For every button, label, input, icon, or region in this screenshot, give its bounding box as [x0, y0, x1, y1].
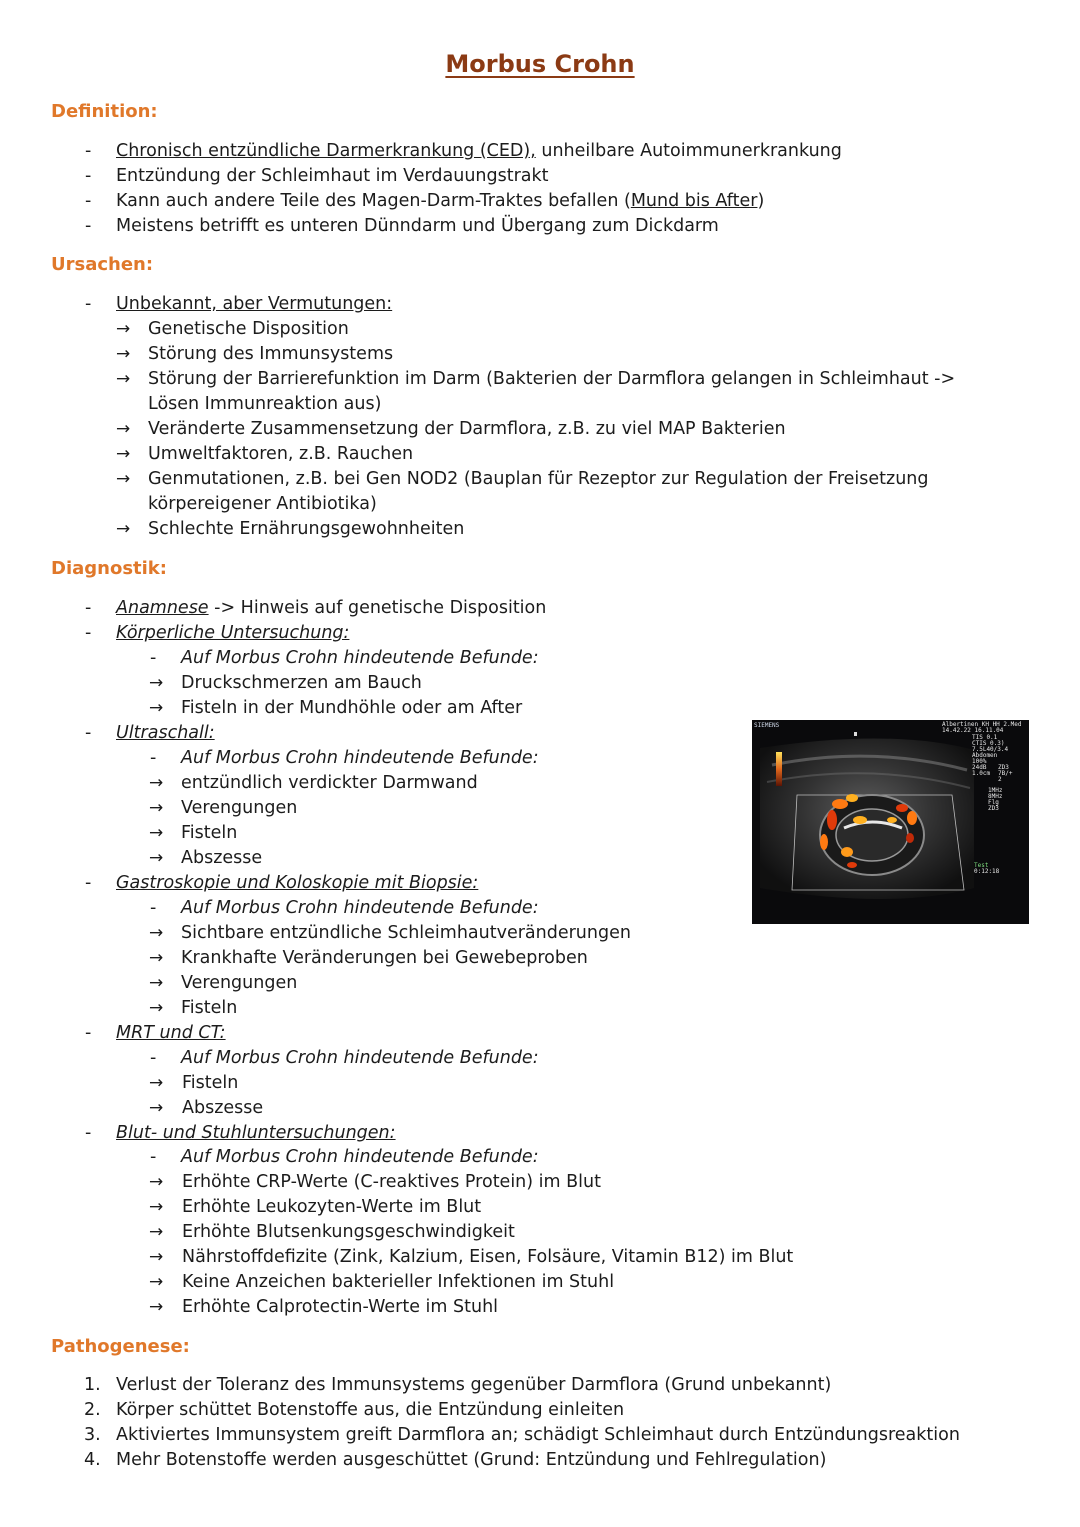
- definition-item: Chronisch entzündliche Darmerkrankung (CED), unheilbare Autoimmunerkrankung: [116, 141, 842, 161]
- ursachen-heading: Ursachen:: [51, 254, 154, 275]
- befunde-label: Auf Morbus Crohn hindeutende Befunde:: [181, 1048, 539, 1068]
- befund-item: Sichtbare entzündliche Schleimhautveränderungen: [181, 923, 631, 943]
- befund-item: Erhöhte Calprotectin-Werte im Stuhl: [182, 1297, 499, 1317]
- bullet-dash: -: [85, 723, 92, 743]
- befund-item: Krankhafte Veränderungen bei Gewebeproben: [181, 948, 588, 968]
- ursachen-item-cont: körpereigener Antibiotika): [148, 494, 377, 514]
- ultrasound-brand: SIEMENS: [754, 722, 780, 729]
- befund-item: Fisteln: [182, 1073, 239, 1093]
- befund-item: Verengungen: [181, 798, 298, 818]
- befund-item: Abszesse: [182, 1098, 264, 1118]
- befund-item: Keine Anzeichen bakterieller Infektionen im Stuhl: [182, 1272, 615, 1292]
- bullet-dash: -: [150, 648, 157, 668]
- befunde-label: Auf Morbus Crohn hindeutende Befunde:: [181, 1147, 539, 1167]
- ultrasound-param: 1MHz: [988, 787, 1003, 794]
- ursachen-item: Veränderte Zusammensetzung der Darmflora, z.B. zu viel MAP Bakterien: [148, 419, 786, 439]
- ultrasound-param: 24dB: [972, 764, 987, 771]
- arrow-icon: →: [116, 344, 131, 364]
- ultrasound-header-2: 14.42.22 16.11.04: [942, 727, 1004, 734]
- ultrasound-header-1: Albertinen KH HH 2.Med: [942, 721, 1022, 728]
- arrow-icon: →: [149, 948, 164, 968]
- list-number: 1.: [84, 1375, 101, 1395]
- bullet-dash: -: [150, 1147, 157, 1167]
- befunde-label: Auf Morbus Crohn hindeutende Befunde:: [181, 898, 539, 918]
- ursachen-item: Genetische Disposition: [148, 319, 349, 339]
- befunde-label: Auf Morbus Crohn hindeutende Befunde:: [181, 748, 539, 768]
- bullet-dash: -: [85, 216, 92, 236]
- arrow-icon: →: [149, 998, 164, 1018]
- ultrasound-image: [752, 720, 1029, 924]
- definition-item: Entzündung der Schleimhaut im Verdauungstrakt: [116, 166, 549, 186]
- arrow-icon: →: [116, 444, 131, 464]
- pathogenese-item: Aktiviertes Immunsystem greift Darmflora an; schädigt Schleimhaut durch Entzündungsreaktion: [116, 1425, 960, 1445]
- arrow-icon: →: [149, 1098, 164, 1118]
- mrt-label: MRT und CT:: [116, 1023, 226, 1043]
- ursachen-item: Störung der Barrierefunktion im Darm (Bakterien der Darmflora gelangen in Schleimhaut ->: [148, 369, 956, 389]
- bullet-dash: -: [85, 598, 92, 618]
- ursachen-item: Störung des Immunsystems: [148, 344, 394, 364]
- befund-item: Fisteln in der Mundhöhle oder am After: [181, 698, 523, 718]
- arrow-icon: →: [149, 848, 164, 868]
- befund-item: Fisteln: [181, 998, 238, 1018]
- arrow-icon: →: [149, 1197, 164, 1217]
- ultrasound-param: Abdomen: [972, 752, 998, 759]
- koerper-label: Körperliche Untersuchung:: [116, 623, 350, 643]
- pathogenese-item: Verlust der Toleranz des Immunsystems gegenüber Darmflora (Grund unbekannt): [116, 1375, 832, 1395]
- arrow-icon: →: [116, 319, 131, 339]
- pathogenese-heading: Pathogenese:: [51, 1336, 190, 1357]
- arrow-icon: →: [149, 973, 164, 993]
- befund-item: entzündlich verdickter Darmwand: [181, 773, 478, 793]
- blut-label: Blut- und Stuhluntersuchungen:: [116, 1123, 396, 1143]
- bullet-dash: -: [85, 1023, 92, 1043]
- definition-item: Kann auch andere Teile des Magen-Darm-Traktes befallen (Mund bis After): [116, 191, 765, 211]
- bullet-dash: -: [150, 1048, 157, 1068]
- arrow-icon: →: [149, 823, 164, 843]
- befund-item: Nährstoffdefizite (Zink, Kalzium, Eisen, Folsäure, Vitamin B12) im Blut: [182, 1247, 794, 1267]
- ultrasound-param: 8MHz: [988, 793, 1003, 800]
- list-number: 4.: [84, 1450, 101, 1470]
- bullet-dash: -: [85, 1123, 92, 1143]
- ultrasound-param: 1.0cm: [972, 770, 991, 777]
- ursachen-item: Schlechte Ernährungsgewohnheiten: [148, 519, 465, 539]
- befund-item: Fisteln: [181, 823, 238, 843]
- arrow-icon: →: [149, 798, 164, 818]
- ultraschall-label: Ultraschall:: [116, 723, 215, 743]
- befund-item: Abszesse: [181, 848, 263, 868]
- bullet-dash: -: [85, 141, 92, 161]
- page-title: Morbus Crohn: [445, 50, 635, 78]
- befund-item: Erhöhte Leukozyten-Werte im Blut: [182, 1197, 482, 1217]
- bullet-dash: -: [85, 623, 92, 643]
- bullet-dash: -: [85, 166, 92, 186]
- ultrasound-param: TIS 0.1: [972, 734, 998, 741]
- arrow-icon: →: [116, 519, 131, 539]
- arrow-icon: →: [149, 1172, 164, 1192]
- ursachen-item-cont: Lösen Immunreaktion aus): [148, 394, 382, 414]
- ultrasound-timer: 0:12:18: [974, 868, 1000, 875]
- arrow-icon: →: [149, 673, 164, 693]
- definition-item: Meistens betrifft es unteren Dünndarm und Übergang zum Dickdarm: [116, 216, 719, 236]
- befunde-label: Auf Morbus Crohn hindeutende Befunde:: [181, 648, 539, 668]
- bullet-dash: -: [85, 873, 92, 893]
- diagnostik-heading: Diagnostik:: [51, 558, 167, 579]
- bullet-dash: -: [85, 294, 92, 314]
- befund-item: Erhöhte Blutsenkungsgeschwindigkeit: [182, 1222, 515, 1242]
- pathogenese-item: Mehr Botenstoffe werden ausgeschüttet (Grund: Entzündung und Fehlregulation): [116, 1450, 827, 1470]
- bullet-dash: -: [150, 748, 157, 768]
- gastro-label: Gastroskopie und Koloskopie mit Biopsie:: [116, 873, 479, 893]
- list-number: 2.: [84, 1400, 101, 1420]
- arrow-icon: →: [149, 1222, 164, 1242]
- ultrasound-param: 2: [998, 776, 1002, 783]
- ultrasound-corner: Test: [974, 862, 989, 869]
- ursachen-item: Umweltfaktoren, z.B. Rauchen: [148, 444, 414, 464]
- arrow-icon: →: [149, 1297, 164, 1317]
- list-number: 3.: [84, 1425, 101, 1445]
- arrow-icon: →: [149, 1247, 164, 1267]
- arrow-icon: →: [116, 369, 131, 389]
- arrow-icon: →: [149, 1073, 164, 1093]
- bullet-dash: -: [150, 898, 157, 918]
- befund-item: Druckschmerzen am Bauch: [181, 673, 422, 693]
- ultrasound-param: ZD3: [998, 764, 1009, 771]
- ultrasound-param: ZD3: [988, 805, 999, 812]
- ultrasound-param: CTIS 0.3): [972, 740, 1005, 747]
- befund-item: Erhöhte CRP-Werte (C-reaktives Protein) im Blut: [182, 1172, 601, 1192]
- ursachen-lead: Unbekannt, aber Vermutungen:: [116, 294, 393, 314]
- ultrasound-param: 100%: [972, 758, 987, 765]
- bullet-dash: -: [85, 191, 92, 211]
- arrow-icon: →: [149, 923, 164, 943]
- ultrasound-param: 7.5L40/3.4: [972, 746, 1009, 753]
- arrow-icon: →: [149, 1272, 164, 1292]
- anamnese-item: Anamnese -> Hinweis auf genetische Disposition: [116, 598, 547, 618]
- definition-heading: Definition:: [51, 101, 158, 122]
- befund-item: Verengungen: [181, 973, 298, 993]
- arrow-icon: →: [116, 419, 131, 439]
- ultrasound-param: Flg: [988, 799, 999, 806]
- arrow-icon: →: [149, 773, 164, 793]
- ursachen-item: Genmutationen, z.B. bei Gen NOD2 (Bauplan für Rezeptor zur Regulation der Freisetzung: [148, 469, 929, 489]
- arrow-icon: →: [149, 698, 164, 718]
- pathogenese-item: Körper schüttet Botenstoffe aus, die Entzündung einleiten: [116, 1400, 625, 1420]
- arrow-icon: →: [116, 469, 131, 489]
- ultrasound-param: 7B/+: [998, 770, 1013, 777]
